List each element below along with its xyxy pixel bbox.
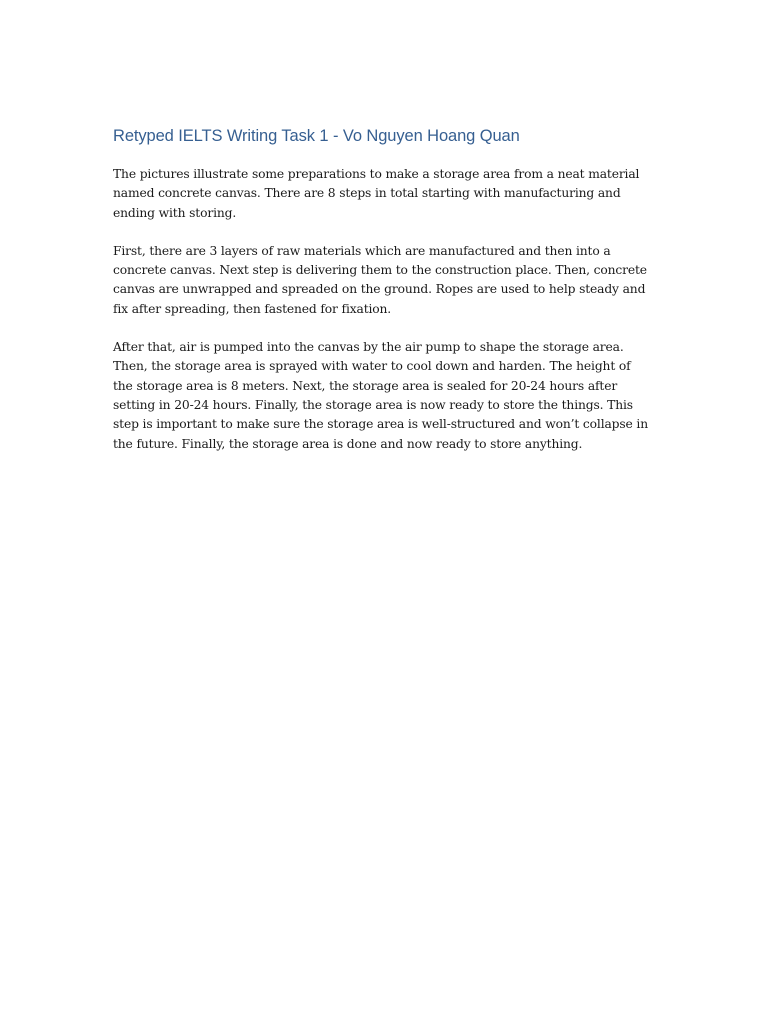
paragraph-steps-second: After that, air is pumped into the canvas by the air pump to shape the storage area. Then, the storage area is sprayed with water to cool down and harden. The height of the storage area is 8 meters. Next, the storage area is sealed for 20-24 hours after setting in 20-24 hours. Finally, the storage area is now ready to store the things. This step is important to make sure the storage area is well-structured and won’t collapse in the future. Finally, the storage area is done and now ready to store anything. [113, 340, 648, 451]
document-body [113, 124, 648, 473]
paragraph-intro: The pictures illustrate some preparations to make a storage area from a neat material named concrete canvas. There are 8 steps in total starting with manufacturing and ending with storing. [113, 167, 640, 220]
paragraph-steps-first: First, there are 3 layers of raw materials which are manufactured and then into a concrete canvas. Next step is delivering them to the construction place. Then, concrete canvas are unwrapped and spreaded on the ground. Ropes are used to help steady and fix after spreading, then fastened for fixation. [113, 243, 647, 316]
document-title: Retyped IELTS Writing Task 1 - Vo Nguyen Hoang Quan [113, 127, 520, 145]
